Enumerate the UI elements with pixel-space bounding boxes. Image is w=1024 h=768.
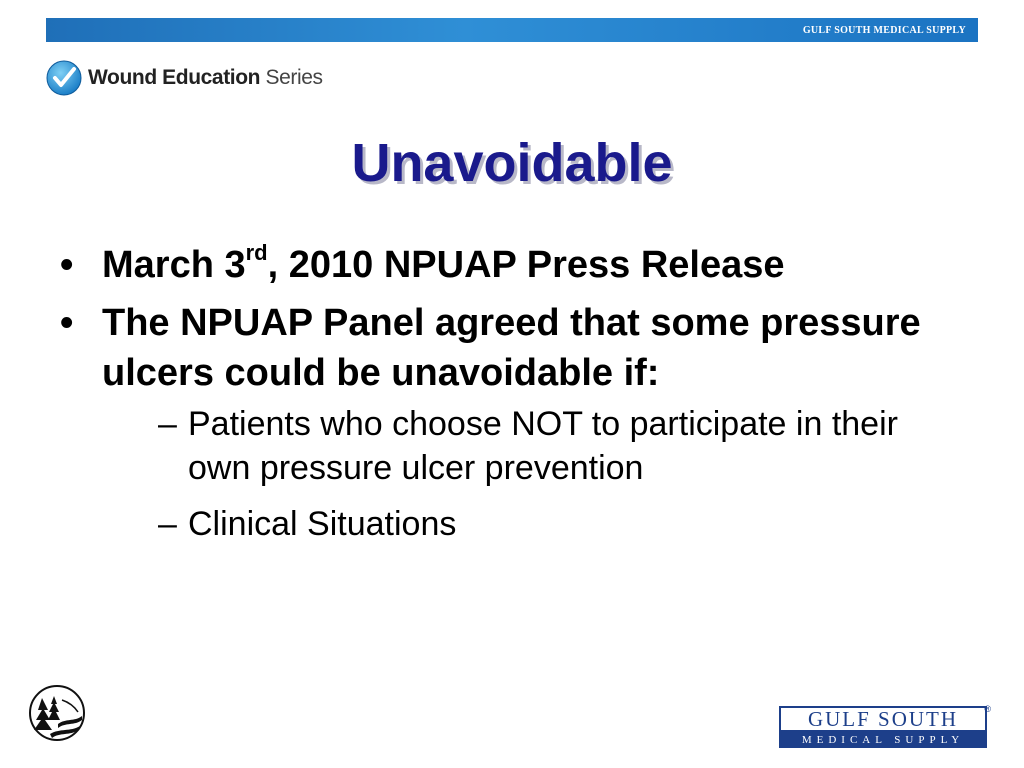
gulf-south-logo-top <box>779 706 987 732</box>
gulf-south-logo-tagline: MEDICAL SUPPLY <box>801 734 965 746</box>
slide-title: Unavoidable <box>351 133 673 193</box>
gulf-south-logo-bottom <box>779 732 987 748</box>
sub-bullet-dash: – <box>158 505 177 543</box>
tree-landscape-icon <box>28 684 86 742</box>
bullet-item <box>60 298 960 546</box>
bullet-1-superscript: rd <box>245 240 268 265</box>
series-logo-bold: Wound Education <box>88 66 261 89</box>
bullet-2-text: The NPUAP Panel agreed that some pressure ulcers could be unavoidable if: <box>102 302 921 394</box>
sub-bullet-item <box>102 502 960 546</box>
series-logo-light: Series <box>260 66 323 89</box>
registered-mark: ® <box>984 704 991 714</box>
header-brand-text: GULF SOUTH MEDICAL SUPPLY <box>802 24 966 36</box>
wound-education-series-logo <box>46 60 323 96</box>
gulf-south-logo <box>779 706 989 750</box>
header-bar <box>46 18 978 42</box>
bullet-dot: • <box>60 244 74 286</box>
bullet-1-prefix: March 3 <box>102 244 246 286</box>
sub-bullet-2-text: Clinical Situations <box>188 505 457 543</box>
bullet-list <box>60 240 960 558</box>
bullet-1-suffix: , 2010 NPUAP Press Release <box>267 244 785 286</box>
sub-bullet-dash: – <box>158 405 177 443</box>
sub-bullet-item <box>102 402 960 490</box>
sub-bullet-1-text: Patients who choose NOT to participate in their own pressure ulcer prevention <box>188 405 898 487</box>
checkmark-badge-icon <box>46 60 82 96</box>
gulf-south-logo-name: GULF SOUTH <box>807 706 959 731</box>
series-logo-text <box>88 66 323 90</box>
bullet-dot: • <box>60 302 74 344</box>
bullet-item <box>60 240 960 290</box>
sub-bullet-list <box>102 402 960 546</box>
